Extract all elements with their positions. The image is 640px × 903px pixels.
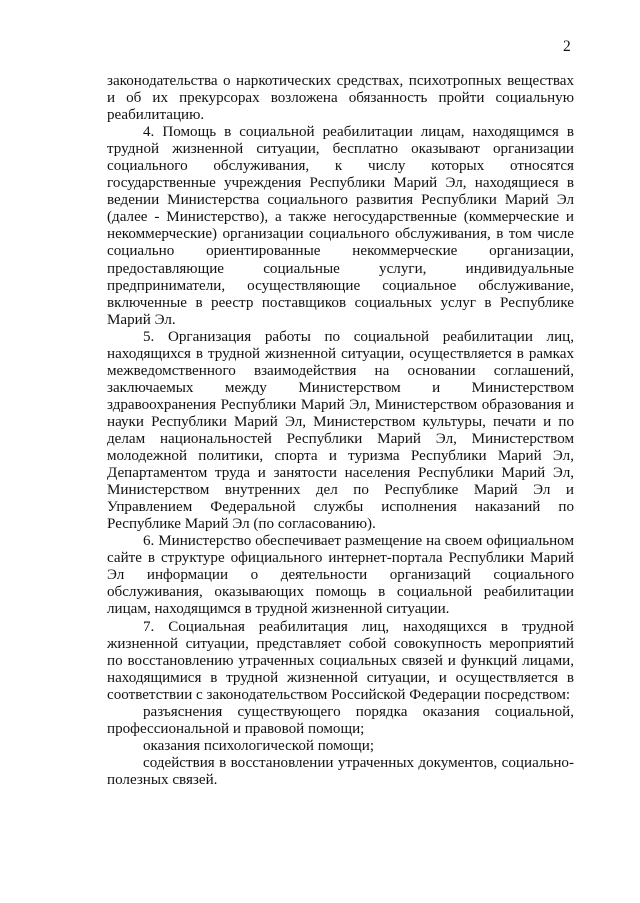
paragraph-item-5: 5. Организация работы по социальной реабилитации лиц, находящихся в трудной жизненной ситуации, осуществляется в рамках межведомственного взаимодействия на основании соглашений, заключаемых между Министерством и Министерством здравоохранения Республики Марий Эл, Министерством образования и науки Республики Марий Эл, Министерством культуры, печати и по делам национальностей Республики Марий Эл, Министерством молодежной политики, спорта и туризма Республики Марий Эл, Департаментом труда и занятости населения Республики Марий Эл, Министерством внутренних дел по Республике Марий Эл и Управлением Федеральной службы исполнения наказаний по Республике Марий Эл (по согласованию).: [107, 328, 574, 533]
list-item-explanation: разъяснения существующего порядка оказания социальной, профессиональной и правовой помощи;: [107, 703, 574, 737]
page-number: 2: [563, 38, 571, 55]
paragraph-item-4: 4. Помощь в социальной реабилитации лицам, находящимся в трудной жизненной ситуации, бесплатно оказывают организации социального обслуживания, к числу которых относятся государственные учреждения Республики Марий Эл, находящиеся в ведении Министерства социального развития Республики Марий Эл (далее - Министерство), а также негосударственные (коммерческие и некоммерческие) организации социального обслуживания, в том числе социально ориентированные некоммерческие организации, предоставляющие социальные услуги, индивидуальные предприниматели, осуществляющие социальное обслуживание, включенные в реестр поставщиков социальных услуг в Республике Марий Эл.: [107, 124, 574, 328]
paragraph-item-7: 7. Социальная реабилитация лиц, находящихся в трудной жизненной ситуации, представляет собой совокупность мероприятий по восстановлению утраченных социальных связей и функций лицами, находящимися в трудной жизненной ситуации, и осуществляется в соответствии с законодательством Российской Федерации посредством:: [107, 618, 574, 703]
paragraph-continuation: законодательства о наркотических средствах, психотропных веществах и об их прекурсорах возложена обязанность пройти социальную реабилитацию.: [107, 73, 574, 124]
document-body: [107, 73, 574, 789]
list-item-psychological-help: оказания психологической помощи;: [143, 737, 375, 754]
paragraph-item-6: 6. Министерство обеспечивает размещение на своем официальном сайте в структуре официального интернет-портала Республики Марий Эл информации о деятельности организаций социального обслуживания, оказывающих помощь в социальной реабилитации лицам, находящимся в трудной жизненной ситуации.: [107, 533, 574, 618]
list-item-document-restoration: содействия в восстановлении утраченных документов, социально-полезных связей.: [107, 754, 574, 788]
